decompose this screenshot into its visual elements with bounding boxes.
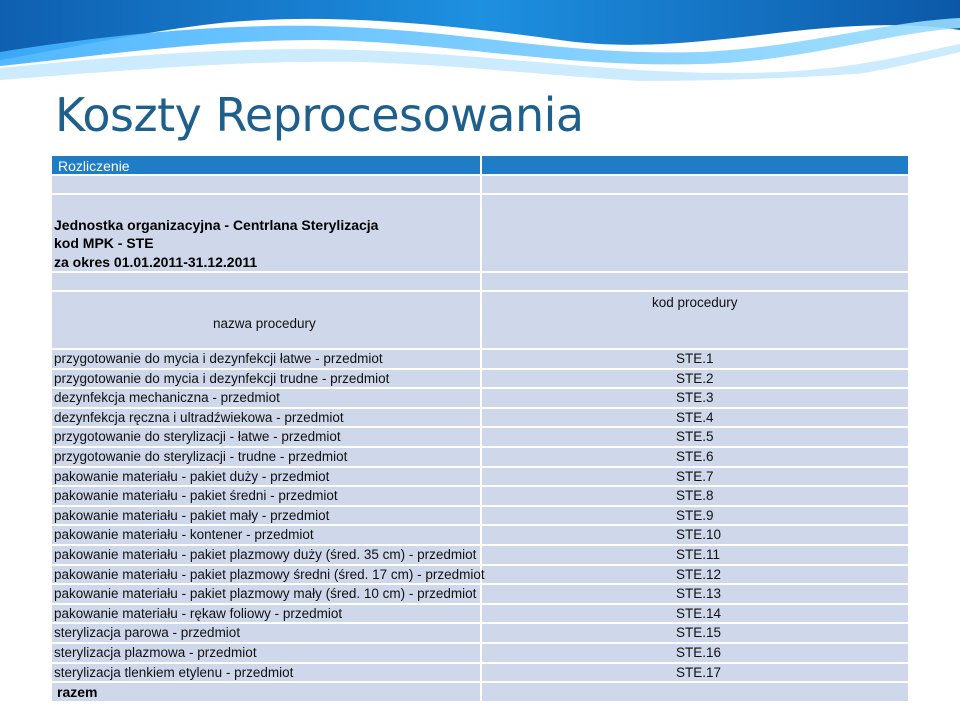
procedure-code: STE.16 (676, 645, 722, 660)
table-row (52, 644, 908, 662)
org-unit-text: Jednostka organizacyjna - Centrlana Sterylizacja (54, 217, 379, 233)
table-row (52, 605, 908, 623)
procedure-code: STE.7 (676, 468, 714, 484)
procedure-code: STE.1 (676, 351, 714, 366)
table-row (52, 370, 908, 388)
procedure-code: STE.14 (676, 605, 722, 621)
blank-row (52, 273, 908, 290)
procedure-name: pakowanie materiału - pakiet mały - przedmiot (54, 507, 330, 523)
table-row (52, 664, 908, 682)
procedure-code: STE.6 (676, 449, 714, 464)
blank-cell (482, 176, 908, 193)
procedure-code: STE.5 (676, 429, 714, 445)
table-row (52, 468, 908, 486)
blank-row (52, 176, 908, 193)
row-cell (482, 683, 908, 701)
procedure-name: pakowanie materiału - pakiet średni - przedmiot (54, 488, 338, 504)
column-header-cell (482, 292, 908, 348)
procedure-name: przygotowanie do sterylizacji - trudne - przedmiot (54, 449, 348, 464)
procedure-name: przygotowanie do mycia i dezynfekcji łatwe - przedmiot (54, 351, 383, 366)
procedure-code: STE.13 (676, 586, 722, 602)
table-row (52, 409, 908, 427)
header-wave-banner (0, 0, 960, 90)
procedure-name: przygotowanie do sterylizacji - łatwe - przedmiot (54, 429, 341, 445)
procedure-code: STE.9 (676, 507, 714, 523)
table-header-row (52, 156, 908, 174)
procedure-code: STE.4 (676, 409, 714, 425)
procedure-code: STE.2 (676, 370, 714, 386)
table-row (52, 448, 908, 466)
info-cell-right (482, 195, 908, 271)
table-row (52, 428, 908, 446)
section-label: Rozliczenie (58, 158, 130, 174)
column-header-cell (52, 292, 480, 348)
row-cell (52, 683, 480, 701)
procedure-name: dezynfekcja ręczna i ultradźwiekowa - przedmiot (54, 409, 344, 425)
column-header-name: nazwa procedury (213, 316, 316, 331)
header-cell-right (482, 156, 908, 174)
blank-cell (52, 176, 480, 193)
procedure-name: pakowanie materiału - pakiet plazmowy średni (śred. 17 cm) - przedmiot (54, 566, 485, 582)
table-row (52, 526, 908, 544)
table-row (52, 624, 908, 642)
table-row (52, 389, 908, 407)
procedure-code: STE.10 (676, 527, 722, 543)
procedure-name: pakowanie materiału - pakiet plazmowy duży (śred. 35 cm) - przedmiot (54, 547, 477, 562)
procedure-code: STE.11 (676, 547, 721, 562)
procedure-name: pakowanie materiału - pakiet duży - przedmiot (54, 468, 330, 484)
table-row (52, 585, 908, 603)
procedure-name: pakowanie materiału - kontener - przedmiot (54, 527, 314, 543)
procedure-name: przygotowanie do mycia i dezynfekcji trudne - przedmiot (54, 370, 390, 386)
procedure-name: sterylizacja parowa - przedmiot (54, 625, 241, 641)
blank-cell (482, 273, 908, 290)
procedure-name: pakowanie materiału - rękaw foliowy - przedmiot (54, 605, 343, 621)
column-header-row (52, 292, 908, 348)
procedure-code: STE.3 (676, 390, 714, 406)
info-block (52, 195, 908, 271)
table-row (52, 546, 908, 564)
procedure-name: dezynfekcja mechaniczna - przedmiot (54, 390, 280, 406)
procedure-code: STE.12 (676, 566, 722, 582)
header-cell-left (52, 156, 480, 174)
total-label: razem (57, 684, 98, 701)
blank-cell (52, 273, 480, 290)
procedure-code: STE.17 (676, 664, 722, 680)
table-row (52, 566, 908, 584)
table-row (52, 487, 908, 505)
procedure-name: sterylizacja tlenkiem etylenu - przedmiot (54, 664, 294, 680)
procedure-code: STE.8 (676, 488, 714, 504)
total-row (52, 683, 908, 701)
page-title: Koszty Reprocesowania (55, 88, 584, 142)
procedure-code: STE.15 (676, 625, 722, 641)
table-row (52, 350, 908, 368)
mpk-code-text: kod MPK - STE (54, 235, 154, 251)
table-row (52, 507, 908, 525)
procedure-name: pakowanie materiału - pakiet plazmowy mały (śred. 10 cm) - przedmiot (54, 586, 477, 602)
period-text: za okres 01.01.2011-31.12.2011 (54, 254, 258, 270)
procedure-name: sterylizacja plazmowa - przedmiot (54, 645, 257, 660)
column-header-code: kod procedury (652, 295, 738, 310)
